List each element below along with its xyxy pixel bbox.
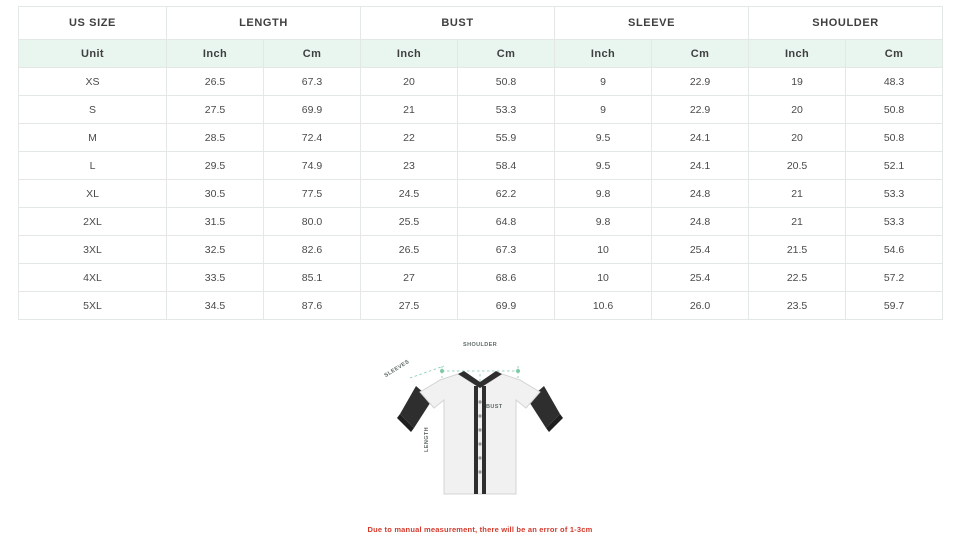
- table-row: [19, 68, 943, 96]
- cell-bust-cm: 50.8: [458, 68, 555, 96]
- unit-header-length-cm: Cm: [264, 40, 361, 68]
- measurement-disclaimer: Due to manual measurement, there will be an error of 1-3cm: [367, 525, 593, 534]
- unit-header-unit: Unit: [19, 40, 167, 68]
- table-group-header-row: [19, 7, 943, 40]
- table-row: [19, 236, 943, 264]
- size-chart-page: [0, 6, 960, 534]
- cell-sleeve-cm: 24.1: [652, 152, 749, 180]
- label-sleeves: SLEEVES: [383, 358, 411, 380]
- cell-shoulder-cm: 53.3: [846, 180, 943, 208]
- cell-sleeve-inch: 9.8: [555, 180, 652, 208]
- cell-sleeve-cm: 25.4: [652, 236, 749, 264]
- group-header-shoulder: SHOULDER: [749, 7, 943, 40]
- cell-bust-cm: 64.8: [458, 208, 555, 236]
- cell-bust-inch: 22: [361, 124, 458, 152]
- cell-length-inch: 29.5: [167, 152, 264, 180]
- unit-header-shoulder-inch: Inch: [749, 40, 846, 68]
- cell-length-inch: 30.5: [167, 180, 264, 208]
- cell-length-inch: 31.5: [167, 208, 264, 236]
- cell-size: L: [19, 152, 167, 180]
- label-shoulder: SHOULDER: [463, 342, 498, 348]
- cell-length-cm: 72.4: [264, 124, 361, 152]
- cell-size: S: [19, 96, 167, 124]
- cell-sleeve-inch: 10.6: [555, 292, 652, 320]
- table-row: [19, 96, 943, 124]
- cell-sleeve-cm: 24.8: [652, 180, 749, 208]
- cell-bust-cm: 62.2: [458, 180, 555, 208]
- label-length: LENGTH: [424, 426, 430, 452]
- group-header-length: LENGTH: [167, 7, 361, 40]
- cell-shoulder-cm: 52.1: [846, 152, 943, 180]
- cell-shoulder-inch: 20: [749, 96, 846, 124]
- table-row: [19, 180, 943, 208]
- table-row: [19, 264, 943, 292]
- cell-bust-cm: 68.6: [458, 264, 555, 292]
- cell-bust-cm: 67.3: [458, 236, 555, 264]
- table-row: [19, 292, 943, 320]
- cell-size: XS: [19, 68, 167, 96]
- cell-sleeve-cm: 25.4: [652, 264, 749, 292]
- cell-bust-inch: 27.5: [361, 292, 458, 320]
- group-header-bust: BUST: [361, 7, 555, 40]
- cell-length-cm: 82.6: [264, 236, 361, 264]
- cell-length-inch: 27.5: [167, 96, 264, 124]
- cell-sleeve-inch: 9: [555, 96, 652, 124]
- table-row: [19, 152, 943, 180]
- cell-shoulder-inch: 22.5: [749, 264, 846, 292]
- cell-sleeve-inch: 10: [555, 236, 652, 264]
- cell-shoulder-inch: 21.5: [749, 236, 846, 264]
- cell-sleeve-inch: 9: [555, 68, 652, 96]
- cell-size: 3XL: [19, 236, 167, 264]
- cell-length-cm: 80.0: [264, 208, 361, 236]
- cell-bust-inch: 25.5: [361, 208, 458, 236]
- cell-sleeve-cm: 26.0: [652, 292, 749, 320]
- cell-length-inch: 33.5: [167, 264, 264, 292]
- cell-length-cm: 77.5: [264, 180, 361, 208]
- group-header-us-size: US SIZE: [19, 7, 167, 40]
- group-header-sleeve: SLEEVE: [555, 7, 749, 40]
- unit-header-bust-inch: Inch: [361, 40, 458, 68]
- cell-bust-inch: 27: [361, 264, 458, 292]
- cell-size: 5XL: [19, 292, 167, 320]
- size-chart-table: [18, 6, 943, 320]
- cell-shoulder-cm: 59.7: [846, 292, 943, 320]
- cell-shoulder-inch: 20.5: [749, 152, 846, 180]
- cell-size: M: [19, 124, 167, 152]
- cell-length-inch: 34.5: [167, 292, 264, 320]
- baseball-jersey-icon: [380, 344, 580, 504]
- table-unit-header-row: [19, 40, 943, 68]
- cell-shoulder-inch: 20: [749, 124, 846, 152]
- measurement-illustration: [0, 340, 960, 540]
- cell-shoulder-cm: 54.6: [846, 236, 943, 264]
- table-header: [19, 7, 943, 68]
- cell-shoulder-cm: 50.8: [846, 124, 943, 152]
- cell-bust-cm: 55.9: [458, 124, 555, 152]
- cell-shoulder-inch: 23.5: [749, 292, 846, 320]
- cell-bust-cm: 53.3: [458, 96, 555, 124]
- unit-header-sleeve-inch: Inch: [555, 40, 652, 68]
- cell-shoulder-inch: 19: [749, 68, 846, 96]
- cell-length-cm: 87.6: [264, 292, 361, 320]
- cell-shoulder-inch: 21: [749, 180, 846, 208]
- cell-shoulder-cm: 48.3: [846, 68, 943, 96]
- cell-sleeve-cm: 22.9: [652, 96, 749, 124]
- cell-bust-cm: 58.4: [458, 152, 555, 180]
- label-bust: BUST: [486, 404, 503, 410]
- cell-size: XL: [19, 180, 167, 208]
- cell-sleeve-inch: 10: [555, 264, 652, 292]
- cell-shoulder-inch: 21: [749, 208, 846, 236]
- table-body: [19, 68, 943, 320]
- cell-length-inch: 26.5: [167, 68, 264, 96]
- unit-header-length-inch: Inch: [167, 40, 264, 68]
- cell-sleeve-cm: 22.9: [652, 68, 749, 96]
- cell-size: 4XL: [19, 264, 167, 292]
- table-row: [19, 208, 943, 236]
- cell-sleeve-cm: 24.8: [652, 208, 749, 236]
- cell-shoulder-cm: 50.8: [846, 96, 943, 124]
- cell-bust-inch: 24.5: [361, 180, 458, 208]
- cell-size: 2XL: [19, 208, 167, 236]
- table-row: [19, 124, 943, 152]
- shirt-diagram: [380, 344, 580, 504]
- cell-bust-inch: 20: [361, 68, 458, 96]
- cell-shoulder-cm: 57.2: [846, 264, 943, 292]
- cell-sleeve-inch: 9.5: [555, 124, 652, 152]
- cell-length-inch: 32.5: [167, 236, 264, 264]
- cell-sleeve-inch: 9.8: [555, 208, 652, 236]
- cell-length-cm: 67.3: [264, 68, 361, 96]
- cell-length-cm: 69.9: [264, 96, 361, 124]
- cell-length-cm: 74.9: [264, 152, 361, 180]
- unit-header-sleeve-cm: Cm: [652, 40, 749, 68]
- unit-header-shoulder-cm: Cm: [846, 40, 943, 68]
- cell-sleeve-cm: 24.1: [652, 124, 749, 152]
- cell-length-cm: 85.1: [264, 264, 361, 292]
- cell-sleeve-inch: 9.5: [555, 152, 652, 180]
- cell-bust-inch: 23: [361, 152, 458, 180]
- cell-length-inch: 28.5: [167, 124, 264, 152]
- cell-bust-inch: 26.5: [361, 236, 458, 264]
- cell-shoulder-cm: 53.3: [846, 208, 943, 236]
- cell-bust-cm: 69.9: [458, 292, 555, 320]
- unit-header-bust-cm: Cm: [458, 40, 555, 68]
- cell-bust-inch: 21: [361, 96, 458, 124]
